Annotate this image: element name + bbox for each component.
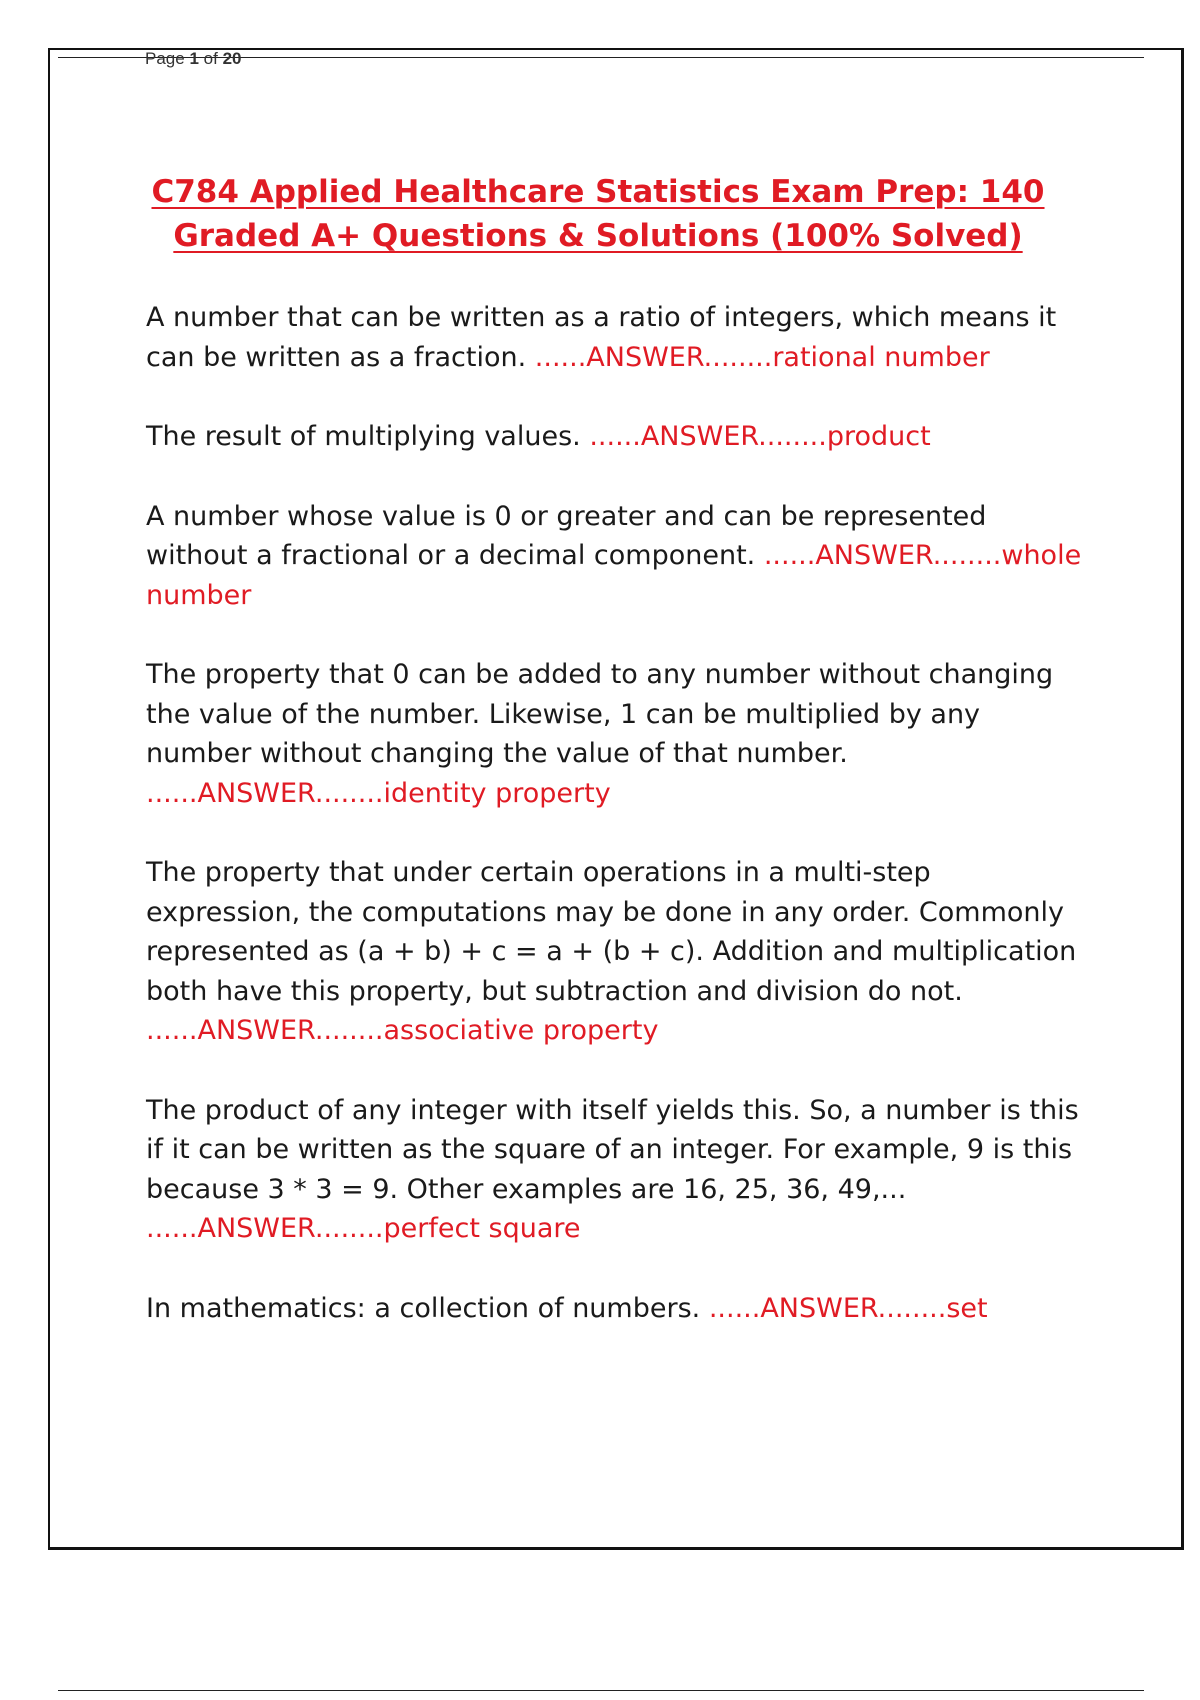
qa-item: [146, 1091, 1086, 1249]
qa-item: [146, 655, 1086, 813]
answer-text: ......ANSWER........rational number: [534, 341, 990, 373]
answer-text: ......ANSWER........set: [708, 1292, 988, 1324]
question-text: The property that under certain operations in a multi-step expression, the computations may be done in any order. Commonly represented as (a + b) + c = a + (b + c). Addition and multiplication both have this property, but subtraction and division do not.: [146, 857, 1077, 1007]
question-text: The product of any integer with itself yields this. So, a number is this if it can be written as the square of an integer. For example, 9 is this because 3 * 3 = 9. Other examples are 16, 25, 36, 49,...: [146, 1094, 1079, 1205]
page-number-label: [145, 50, 241, 67]
qa-item: [146, 1289, 1086, 1329]
qa-item: [146, 417, 1086, 457]
answer-text: ......ANSWER........product: [589, 421, 931, 452]
question-text: A number whose value is 0 or greater and can be represented without a fractional or a decimal component.: [146, 500, 987, 571]
answer-text: ......ANSWER........whole number: [146, 540, 1082, 611]
question-text: The result of multiplying values.: [146, 421, 581, 452]
footer-rule: [58, 1690, 1144, 1691]
page-of: of: [203, 49, 218, 68]
qa-item: [146, 497, 1086, 616]
page-prefix: Page: [145, 49, 185, 68]
question-text: In mathematics: a collection of numbers.: [146, 1292, 701, 1324]
qa-item: [146, 853, 1086, 1051]
answer-text: ......ANSWER........identity property: [146, 777, 611, 809]
answer-text: ......ANSWER........perfect square: [146, 1213, 581, 1244]
document-title: C784 Applied Healthcare Statistics Exam Prep: 140 Graded A+ Questions & Solutions (100% Solved): [151, 174, 1045, 254]
page-current: 1: [189, 49, 199, 68]
page-total: 20: [222, 49, 242, 68]
question-text: A number that can be written as a ratio of integers, which means it can be written as a fraction.: [146, 302, 1057, 373]
question-text: The property that 0 can be added to any number without changing the value of the number. Likewise, 1 can be multiplied by any number without changing the value of that number.: [146, 659, 1054, 769]
answer-text: ......ANSWER........associative property: [146, 1015, 659, 1046]
qa-list: [146, 298, 1086, 1368]
qa-item: [146, 298, 1086, 377]
